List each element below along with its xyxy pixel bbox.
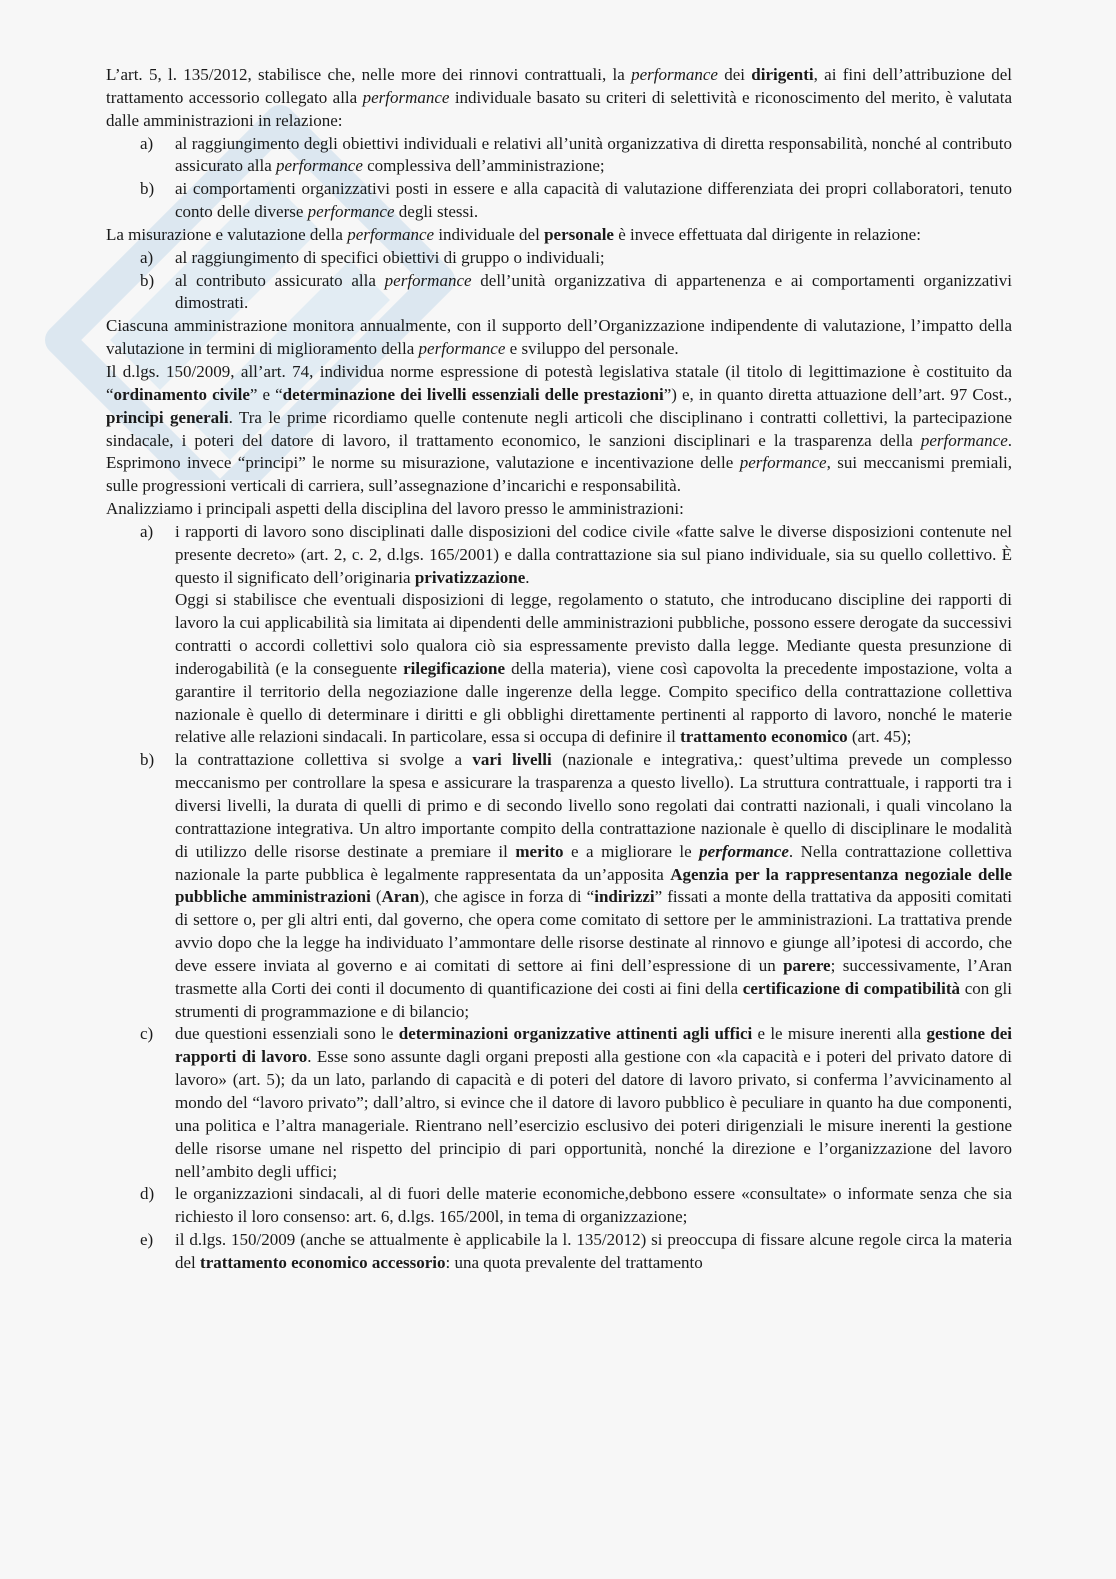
list-marker: e) — [140, 1230, 154, 1250]
list-marker: a) — [140, 247, 154, 267]
list-item — [106, 270, 1012, 316]
list-marker: b) — [140, 270, 155, 290]
list-item — [106, 133, 1012, 179]
paragraph-p2: La misurazione e valutazione della performance individuale del personale è invece effettuata dal dirigente in relazione: — [106, 224, 921, 244]
list-item-text: la contrattazione collettiva si svolge a vari livelli (nazionale e integrativa,: quest’ultima prevede un complesso meccanismo per controllare la spesa e assicurare la trasparenza a questo livello). La struttura contrattuale, i rapporti tra i diversi livelli, la durata di quelli di primo e di secondo livello sono regolati dai contratti nazionali, i quali vincolano la contrattazione integrativa. Un altro importante compito della contrattazione nazionale è quello di disciplinare le modalità di utilizzo delle risorse destinate a premiare il merito e a migliorare le performance. Nella contrattazione collettiva nazionale la parte pubblica è legalmente rappresentata da un’apposita Agenzia per la rappresentanza negoziale delle pubbliche amministrazioni (Aran), che agisce in forza di “indirizzi” fissati a monte della trattativa da appositi comitati di settore o, per gli altri enti, dal governo, che opera come comitato di settore per le amministrazioni. La trattativa prende avvio dopo che la legge ha individuato l’ammontare delle risorse destinate al rinnovo e giunge all’ipotesi di accordo, che deve essere inviata al governo e ai comitati di settore ai fini dell’espressione di un parere; successivamente, l’Aran trasmette alla Corti dei conti il documento di quantificazione dei costi ai fini della certificazione di compatibilità con gli strumenti di programmazione e di bilancio; — [175, 750, 1013, 1021]
list-item-text: al raggiungimento di specifici obiettivi di gruppo o individuali; — [175, 247, 605, 267]
list-item-text-continued: Oggi si stabilisce che eventuali disposizioni di legge, regolamento o statuto, che introducano discipline dei rapporti di lavoro la cui applicabilità sia limitata ai dipendenti delle amministrazioni pubbliche, possono essere derogate da successivi contratti o accordi collettivi solo qualora ciò sia espressamente previsto dalla legge. Mediante questa presunzione di inderogabilità (e la conseguente rilegificazione della materia), viene così capovolta la precedente impostazione, volta a garantire il territorio della negoziazione dalle ingerenze della legge. Compito specifico della contrattazione collettiva nazionale è quello di determinare i diritti e gli obblighi direttamente pertinenti al rapporto di lavoro, nonché le materie relative alle relazioni sindacali. In particolare, essa si occupa di definire il trattamento economico (art. 45); — [175, 590, 1012, 747]
list-marker: a) — [140, 133, 154, 153]
paragraph-p3: Ciascuna amministrazione monitora annualmente, con il supporto dell’Organizzazione indipendente di valutazione, l’impatto della valutazione in termini di miglioramento della performance e sviluppo del personale. — [106, 316, 1012, 359]
list-item-text: due questioni essenziali sono le determinazioni organizzative attinenti agli uffici e le misure inerenti alla gestione dei rapporti di lavoro. Esse sono assunte dagli organi preposti alla gestione con «la capacità e i poteri del privato datore di lavoro» (art. 5); da un lato, parlando di capacità e di poteri del datore di lavoro privato, si conferma l’avvicinamento al mondo del “lavoro privato”; dall’altro, si evince che il datore di lavoro pubblico è peculiare in quanto ha due componenti, una politica e l’altra manageriale. Rientrano nell’esercizio esclusivo dei poteri dirigenziali le misure inerenti la gestione delle risorse umane nel rispetto del principio di pari opportunità, nonché la direzione e l’organizzazione del lavoro nell’ambito degli uffici; — [175, 1024, 1012, 1181]
list-item — [106, 178, 1012, 224]
list-item — [106, 1229, 1012, 1275]
list-item-text: i rapporti di lavoro sono disciplinati dalle disposizioni del codice civile «fatte salve le diverse disposizioni contenute nel presente decreto» (art. 2, c. 2, d.lgs. 165/2001) e dalla contrattazione sia sul piano individuale, sia su quello collettivo. È questo il significato dell’originaria privatizzazione. — [175, 521, 1012, 587]
list-marker: b) — [140, 179, 155, 199]
list-item — [106, 1183, 1012, 1229]
list-item-text: ai comportamenti organizzativi posti in essere e alla capacità di valutazione differenziata dei propri collaboratori, tenuto conto delle diverse performance degli stessi. — [175, 179, 1012, 222]
list-item-text: al contributo assicurato alla performance dell’unità organizzativa di appartenenza e ai comportamenti organizzativi dimostrati. — [175, 270, 1012, 313]
list-marker: a) — [140, 521, 154, 541]
paragraph-p4: Il d.lgs. 150/2009, all’art. 74, individua norme espressione di potestà legislativa statale (il titolo di legittimazione è costituito da “ordinamento civile” e “determinazione dei livelli essenziali delle prestazioni”) e, in quanto diretta attuazione dell’art. 97 Cost., principi generali. Tra le prime ricordiamo quelle contenute negli articoli che disciplinano i contratti collettivi, la partecipazione sindacale, i poteri del datore di lavoro, il trattamento economico, le sanzioni disciplinari e la trasparenza della performance. Esprimono invece “principi” le norme su misurazione, valutazione e incentivazione delle performance, sui meccanismi premiali, sulle progressioni verticali di carriera, sull’assegnazione d’incarichi e responsabilità. — [106, 361, 1012, 496]
paragraph-p1: L’art. 5, l. 135/2012, stabilisce che, nelle more dei rinnovi contrattuali, la performance dei dirigenti, ai fini dell’attribuzione del trattamento accessorio collegato alla performance individuale basato su criteri di selettività e riconoscimento del merito, è valutata dalle amministrazioni in relazione: — [106, 65, 1012, 130]
list-marker: b) — [140, 750, 155, 770]
list-item — [106, 521, 1012, 749]
list-item-text: le organizzazioni sindacali, al di fuori delle materie economiche,debbono essere «consultate» o informate senza che sia richiesto il loro consenso: art. 6, d.lgs. 165/200l, in tema di organizzazione; — [175, 1184, 1012, 1227]
list-item — [106, 749, 1012, 1023]
list-list2 — [106, 247, 1012, 316]
list-item-text: il d.lgs. 150/2009 (anche se attualmente è applicabile la l. 135/2012) si preoccupa di fissare alcune regole circa la materia del trattamento economico accessorio: una quota prevalente del trattamento — [175, 1230, 1012, 1272]
paragraph-p5: Analizziamo i principali aspetti della disciplina del lavoro presso le amministrazioni: — [106, 499, 684, 519]
list-item — [106, 1023, 1012, 1183]
list-list1 — [106, 133, 1012, 224]
list-item — [106, 247, 1012, 270]
list-marker: d) — [140, 1184, 155, 1204]
list-marker: c) — [140, 1024, 154, 1044]
list-item-text: al raggiungimento degli obiettivi individuali e relativi all’unità organizzativa di diretta responsabilità, nonché al contributo assicurato alla performance complessiva dell’amministrazione; — [175, 133, 1012, 176]
list-list3 — [106, 521, 1012, 1275]
document-body — [106, 64, 1012, 1275]
